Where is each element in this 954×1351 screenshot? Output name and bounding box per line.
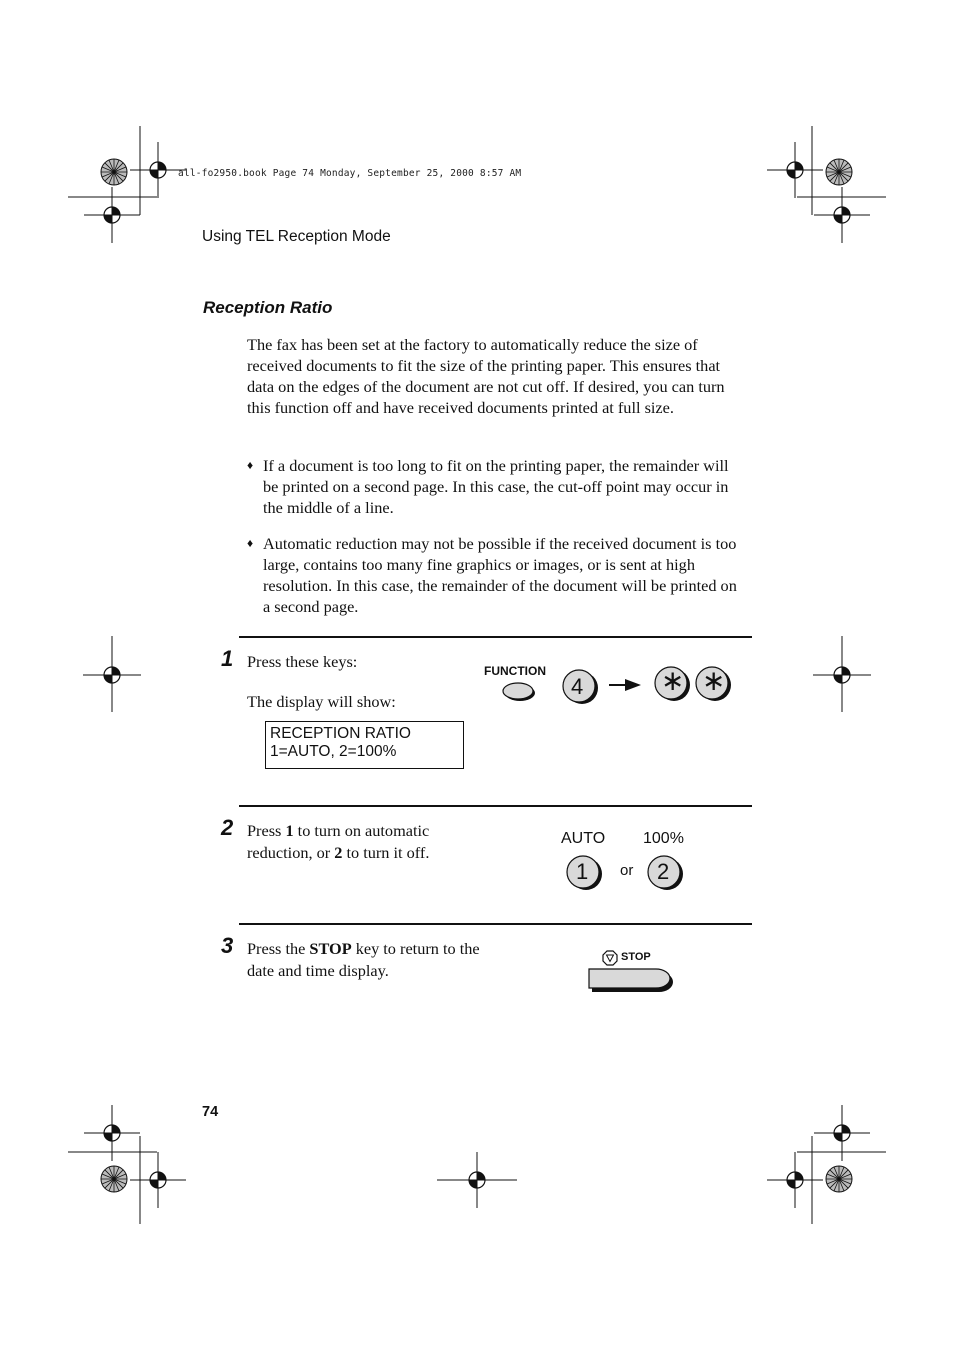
diamond-bullet-icon: ♦ — [247, 458, 254, 472]
bullet-item — [247, 455, 739, 518]
step-3-instruction: Press the STOP key to return to the date and time display. — [247, 939, 480, 980]
step-number: 1 — [221, 646, 234, 671]
key-2-label: 2 — [657, 859, 670, 884]
step-divider — [239, 805, 752, 807]
step-2-instruction: Press 1 to turn on automatic reduction, or 2 to turn it off. — [247, 821, 430, 862]
auto-label: AUTO — [561, 830, 606, 847]
intro-paragraph: The fax has been set at the factory to automatically reduce the size of received documents to fit the size of the printing paper. This ensures that data on the edges of the document are not cut off. If desired, you can turn this function off and have received documents printed at full size. — [247, 335, 725, 417]
file-info-header: all-fo2950.book Page 74 Monday, September 25, 2000 8:57 AM — [178, 168, 522, 179]
function-key-label: FUNCTION — [484, 664, 546, 678]
bullet-item — [247, 533, 739, 617]
key-1-label: 1 — [576, 859, 589, 884]
full-size-label: 100% — [643, 830, 684, 847]
display-line-2: 1=AUTO, 2=100% — [270, 743, 397, 760]
step-divider — [239, 636, 752, 638]
star-key-label: ∗ — [661, 665, 685, 696]
bullet-text: Automatic reduction may not be possible if the received document is too large, contains too many fine graphics or images, or is sent at high resolution. In this case, the remainder of the document will be printed on a second page. — [263, 534, 737, 616]
stop-octagon-icon — [602, 950, 618, 966]
step-1-instruction: Press these keys: — [247, 652, 358, 671]
key-4-label: 4 — [571, 674, 584, 699]
arrow-right-icon — [607, 677, 643, 693]
or-label: or — [620, 862, 634, 879]
step-divider — [239, 923, 752, 925]
display-line-1: RECEPTION RATIO — [270, 725, 411, 742]
diamond-bullet-icon: ♦ — [247, 536, 254, 550]
section-title: Reception Ratio — [203, 298, 333, 317]
bullet-text: If a document is too long to fit on the printing paper, the remainder will be printed on a second page. In this case, the cut-off point may occur in the middle of a line. — [263, 456, 729, 517]
stop-key-label: STOP — [621, 951, 651, 963]
lcd-display — [265, 721, 464, 769]
step-1-display-caption: The display will show: — [247, 692, 396, 711]
step-number: 2 — [221, 815, 234, 840]
running-head: Using TEL Reception Mode — [202, 228, 391, 245]
star-key-label: ∗ — [702, 665, 726, 696]
function-key-icon[interactable] — [501, 681, 537, 703]
stop-key-button[interactable] — [587, 967, 677, 995]
page-number: 74 — [202, 1104, 219, 1120]
step-number: 3 — [221, 933, 234, 958]
